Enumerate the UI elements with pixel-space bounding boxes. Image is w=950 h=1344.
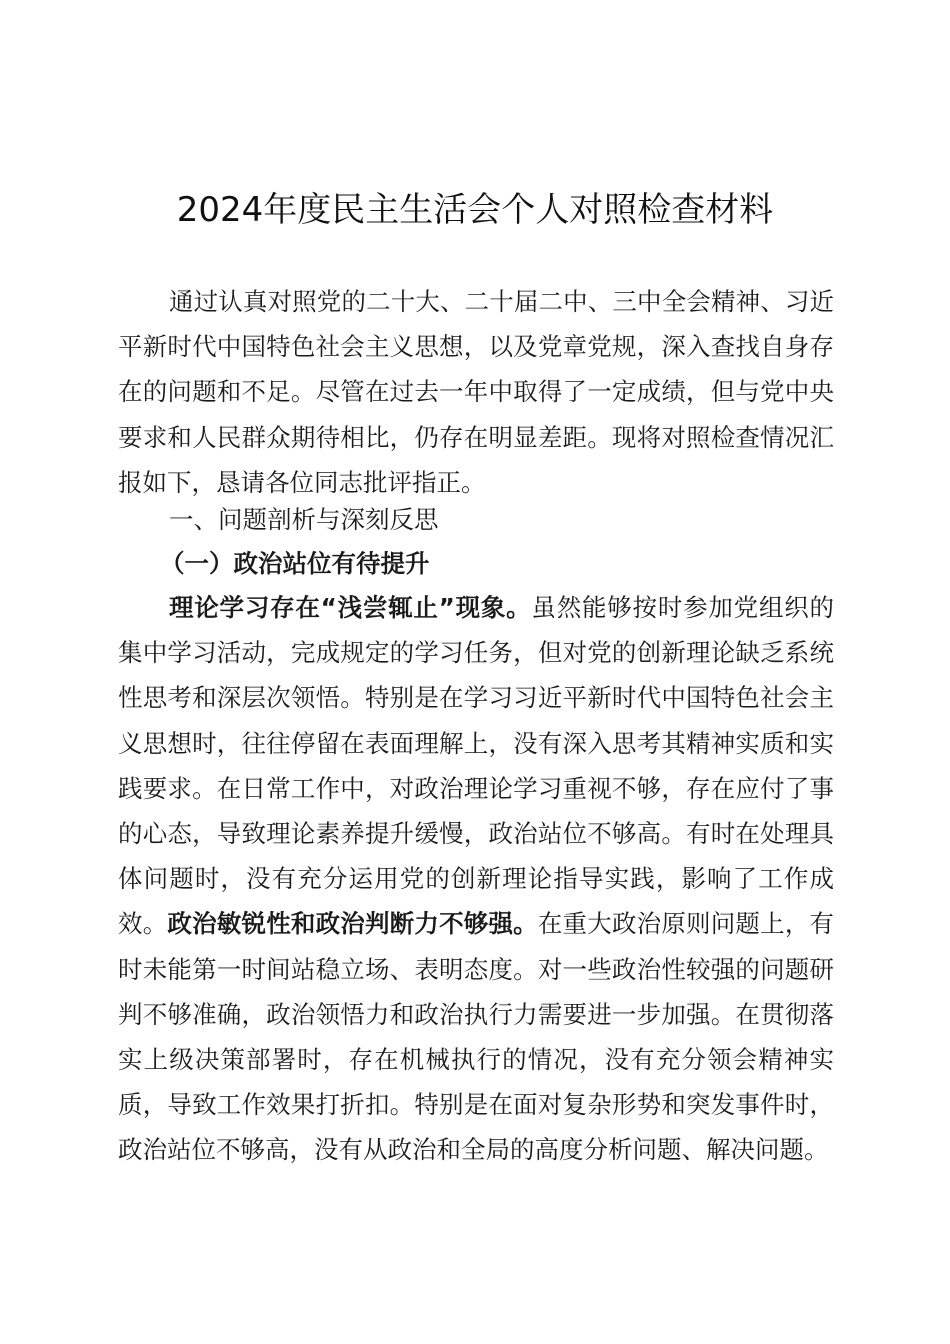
- document-title: 2024年度民主生活会个人对照检查材料: [176, 190, 774, 230]
- intro-paragraph: 通过认真对照党的二十大、二十届二中、三中全会精神、习近平新时代中国特色社会主义思想，以及党章党规，深入查找自身存在的问题和不足。尽管在过去一年中取得了一定成绩，但与党中央要求和人民群众期待相比，仍存在明显差距。现将对照检查情况汇报如下，恳请各位同志批评指正。: [118, 287, 834, 497]
- body-paragraph: [118, 585, 834, 1173]
- section-heading: 一、问题剖析与深刻反思: [169, 505, 439, 534]
- paragraph-text-political-sensitivity: 在重大政治原则问题上，有时未能第一时间站稳立场、表明态度。对一些政治性较强的问题研判不够准确，政治领悟力和政治执行力需要进一步加强。在贯彻落实上级决策部署时，存在机械执行的情况，没有充分领会精神实质，导致工作效果打折扣。特别是在面对复杂形势和突发事件时，政治站位不够高，没有从政治和全局的高度分析问题、解决问题。: [118, 909, 835, 1165]
- subsection-heading: （一）政治站位有待提升: [160, 549, 430, 578]
- paragraph-lead-political-sensitivity: 政治敏锐性和政治判断力不够强。: [167, 909, 538, 939]
- paragraph-text-theory-study: 虽然能够按时参加党组织的集中学习活动，完成规定的学习任务，但对党的创新理论缺乏系统性思考和深层次领悟。特别是在学习习近平新时代中国特色社会主义思想时，往往停留在表面理解上，没有深入思考其精神实质和实践要求。在日常工作中，对政治理论学习重视不够，存在应付了事的心态，导致理论素养提升缓慢，政治站位不够高。有时在处理具体问题时，没有充分运用党的创新理论指导实践，影响了工作成效。: [118, 593, 835, 939]
- paragraph-lead-theory-study: 理论学习存在“浅尝辄止”现象。: [169, 593, 532, 622]
